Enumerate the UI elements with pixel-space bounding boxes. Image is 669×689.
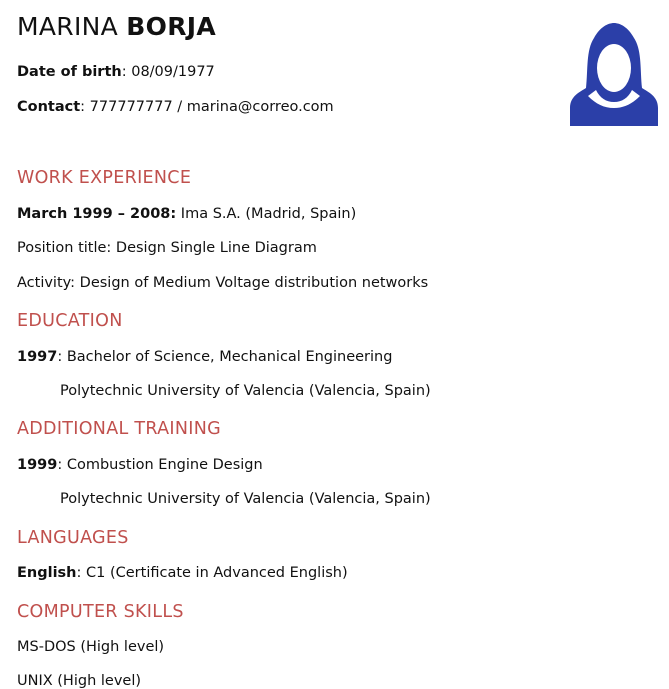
computer-skills-heading: COMPUTER SKILLS (17, 602, 184, 622)
candidate-name (17, 12, 216, 41)
additional-training-heading: ADDITIONAL TRAINING (17, 419, 221, 439)
language-name: English (17, 565, 77, 581)
work-period: March 1999 – 2008: (17, 206, 177, 222)
computer-skill-item: MS-DOS (High level) (17, 639, 165, 655)
education-degree: : Bachelor of Science, Mechanical Engineering (57, 349, 393, 365)
dob-value: : 08/09/1977 (121, 64, 215, 80)
language-level: : C1 (Certificate in Advanced English) (76, 565, 348, 581)
contact-label: Contact (17, 99, 81, 115)
first-name: MARINA (17, 12, 119, 41)
education-school: Polytechnic University of Valencia (Valencia, Spain) (60, 383, 431, 399)
work-experience-heading: WORK EXPERIENCE (17, 168, 192, 188)
work-company: Ima S.A. (Madrid, Spain) (176, 206, 357, 222)
contact-value: : 777777777 / marina@correo.com (80, 99, 334, 115)
language-line (17, 565, 348, 581)
date-of-birth-line (17, 64, 215, 80)
dob-label: Date of birth (17, 64, 122, 80)
work-position: Position title: Design Single Line Diagram (17, 240, 317, 256)
training-school: Polytechnic University of Valencia (Valencia, Spain) (60, 491, 431, 507)
training-year: 1999 (17, 457, 58, 473)
female-avatar-silhouette-icon (570, 22, 658, 126)
education-heading: EDUCATION (17, 311, 123, 331)
work-activity: Activity: Design of Medium Voltage distribution networks (17, 275, 429, 291)
training-course: : Combustion Engine Design (57, 457, 263, 473)
computer-skill-item: UNIX (High level) (17, 673, 142, 689)
contact-line (17, 99, 334, 115)
education-degree-line (17, 349, 392, 365)
last-name: BORJA (126, 12, 216, 41)
training-course-line (17, 457, 263, 473)
languages-heading: LANGUAGES (17, 528, 129, 548)
work-period-line (17, 206, 356, 222)
education-year: 1997 (17, 349, 58, 365)
